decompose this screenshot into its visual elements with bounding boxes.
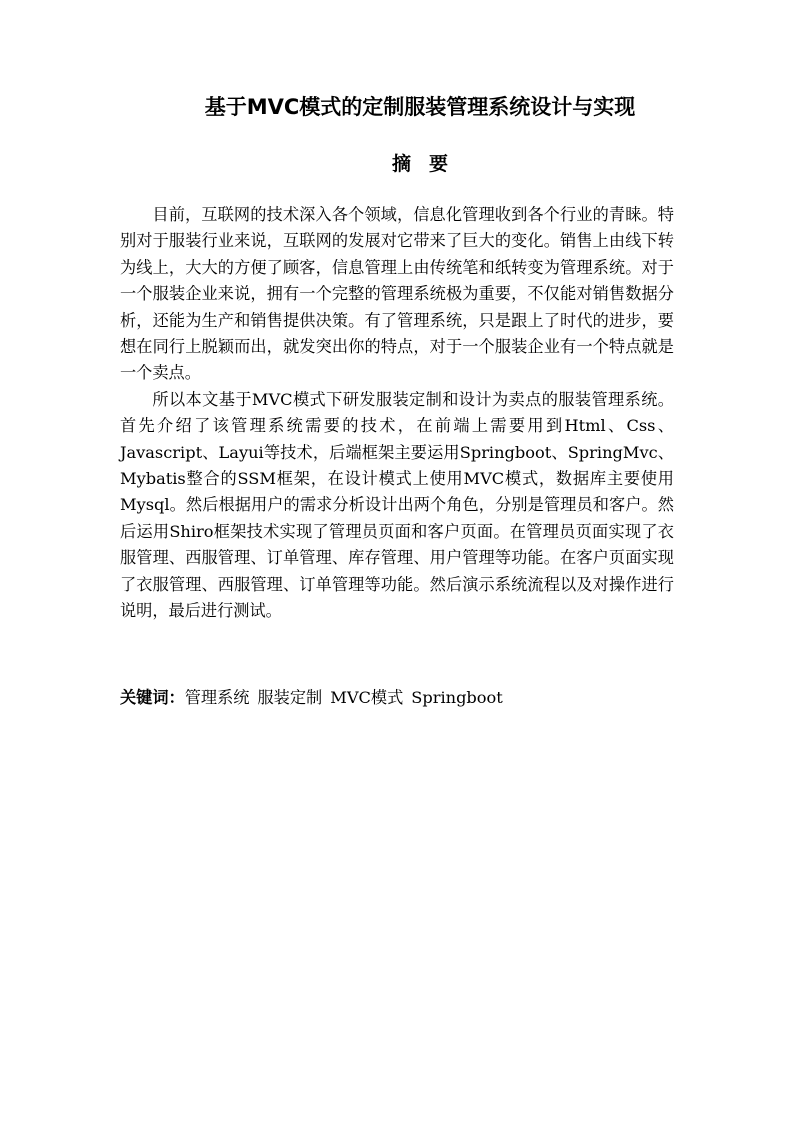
abstract-paragraph-1: 目前，互联网的技术深入各个领域，信息化管理收到各个行业的青睐。特别对于服装行业来说，互联网的发展对它带来了巨大的变化。销售上由线下转为线上，大大的方便了顾客，信息管理上由传统笔和纸转变为管理系统。对于一个服装企业来说，拥有一个完整的管理系统极为重要，不仅能对销售数据分析，还能为生产和销售提供决策。有了管理系统，只是跟上了时代的进步，要想在同行上脱颖而出，就发突出你的特点，对于一个服装企业有一个特点就是一个卖点。 xyxy=(120,205,674,383)
keywords-line xyxy=(120,684,674,712)
document-title: 基于MVC模式的定制服装管理系统设计与实现 xyxy=(204,95,636,119)
abstract-body xyxy=(120,202,674,625)
keyword-item: MVC模式 xyxy=(330,688,404,707)
keyword-item: 服装定制 xyxy=(257,688,323,707)
abstract-paragraph-2: 所以本文基于MVC模式下研发服装定制和设计为卖点的服装管理系统。首先介绍了该管理系统需要的技术，在前端上需要用到Html、Css、Javascript、Layui等技术，后端框架主要运用Springboot、SpringMvc、Mybatis整合的SSM框架，在设计模式上使用MVC模式，数据库主要使用Mysql。然后根据用户的需求分析设计出两个角色，分别是管理员和客户。然后运用Shiro框架技术实现了管理员页面和客户页面。在管理员页面实现了衣服管理、西服管理、订单管理、库存管理、用户管理等功能。在客户页面实现了衣服管理、西服管理、订单管理等功能。然后演示系统流程以及对操作进行说明，最后进行测试。 xyxy=(120,389,674,621)
abstract-heading: 摘要 xyxy=(391,153,466,175)
keyword-item: 管理系统 xyxy=(184,688,250,707)
keywords-label: 关键词： xyxy=(120,688,185,707)
keyword-item: Springboot xyxy=(411,688,503,707)
